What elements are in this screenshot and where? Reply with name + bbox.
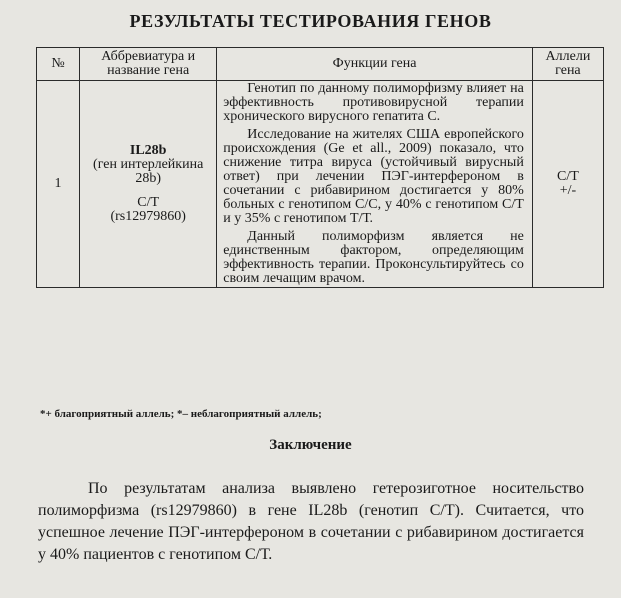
results-table bbox=[36, 47, 604, 288]
row-number: 1 bbox=[37, 81, 80, 288]
function-paragraph: Исследование на жителях США европейского происхождения (Ge et all., 2009) показало, что снижение титра вируса (устойчивый вирусный ответ) при лечении ПЭГ-интерфероном в сочетании с рибавирином достигается у 80% больных с генотипом С/С, у 40% с генотипом С/Т и у 35% с генотипом Т/Т. bbox=[223, 127, 524, 226]
header-gene: Аббревиатура и название гена bbox=[80, 48, 217, 81]
header-num: № bbox=[37, 48, 80, 81]
gene-rs-id: (rs12979860) bbox=[110, 209, 186, 224]
allele-value: C/T bbox=[557, 169, 579, 184]
header-alleles: Аллели гена bbox=[532, 48, 603, 81]
allele-footnote: *+ благоприятный аллель; *– неблагоприятный аллель; bbox=[40, 408, 322, 420]
table-header-row bbox=[37, 48, 604, 81]
header-function: Функции гена bbox=[217, 48, 533, 81]
conclusion-text: По результатам анализа выявлено гетерозиготное носительство полиморфизма (rs12979860) в гене IL28b (генотип С/Т). Считается, что успешное лечение ПЭГ-интерфероном в сочетании с рибавирином достигается у 40% пациентов с генотипом С/Т. bbox=[38, 480, 584, 563]
table-row bbox=[37, 81, 604, 288]
conclusion-title: Заключение bbox=[269, 437, 352, 453]
gene-name: IL28b bbox=[129, 143, 167, 158]
gene-genotype: C/T bbox=[137, 195, 160, 210]
allele-sign: +/- bbox=[559, 183, 577, 198]
allele-cell bbox=[532, 81, 603, 288]
gene-description: (ген интерлейкина 28b) bbox=[93, 157, 204, 186]
function-cell bbox=[217, 81, 533, 288]
gene-cell bbox=[80, 81, 217, 288]
report-title: РЕЗУЛЬТАТЫ ТЕСТИРОВАНИЯ ГЕНОВ bbox=[129, 11, 492, 31]
function-paragraph: Данный полиморфизм является не единственным фактором, определяющим эффективность терапии. Проконсультируйтесь со своим лечащим врачом. bbox=[223, 229, 524, 286]
function-paragraph: Генотип по данному полиморфизму влияет на эффективность противовирусной терапии хронического вирусного гепатита С. bbox=[223, 81, 524, 124]
